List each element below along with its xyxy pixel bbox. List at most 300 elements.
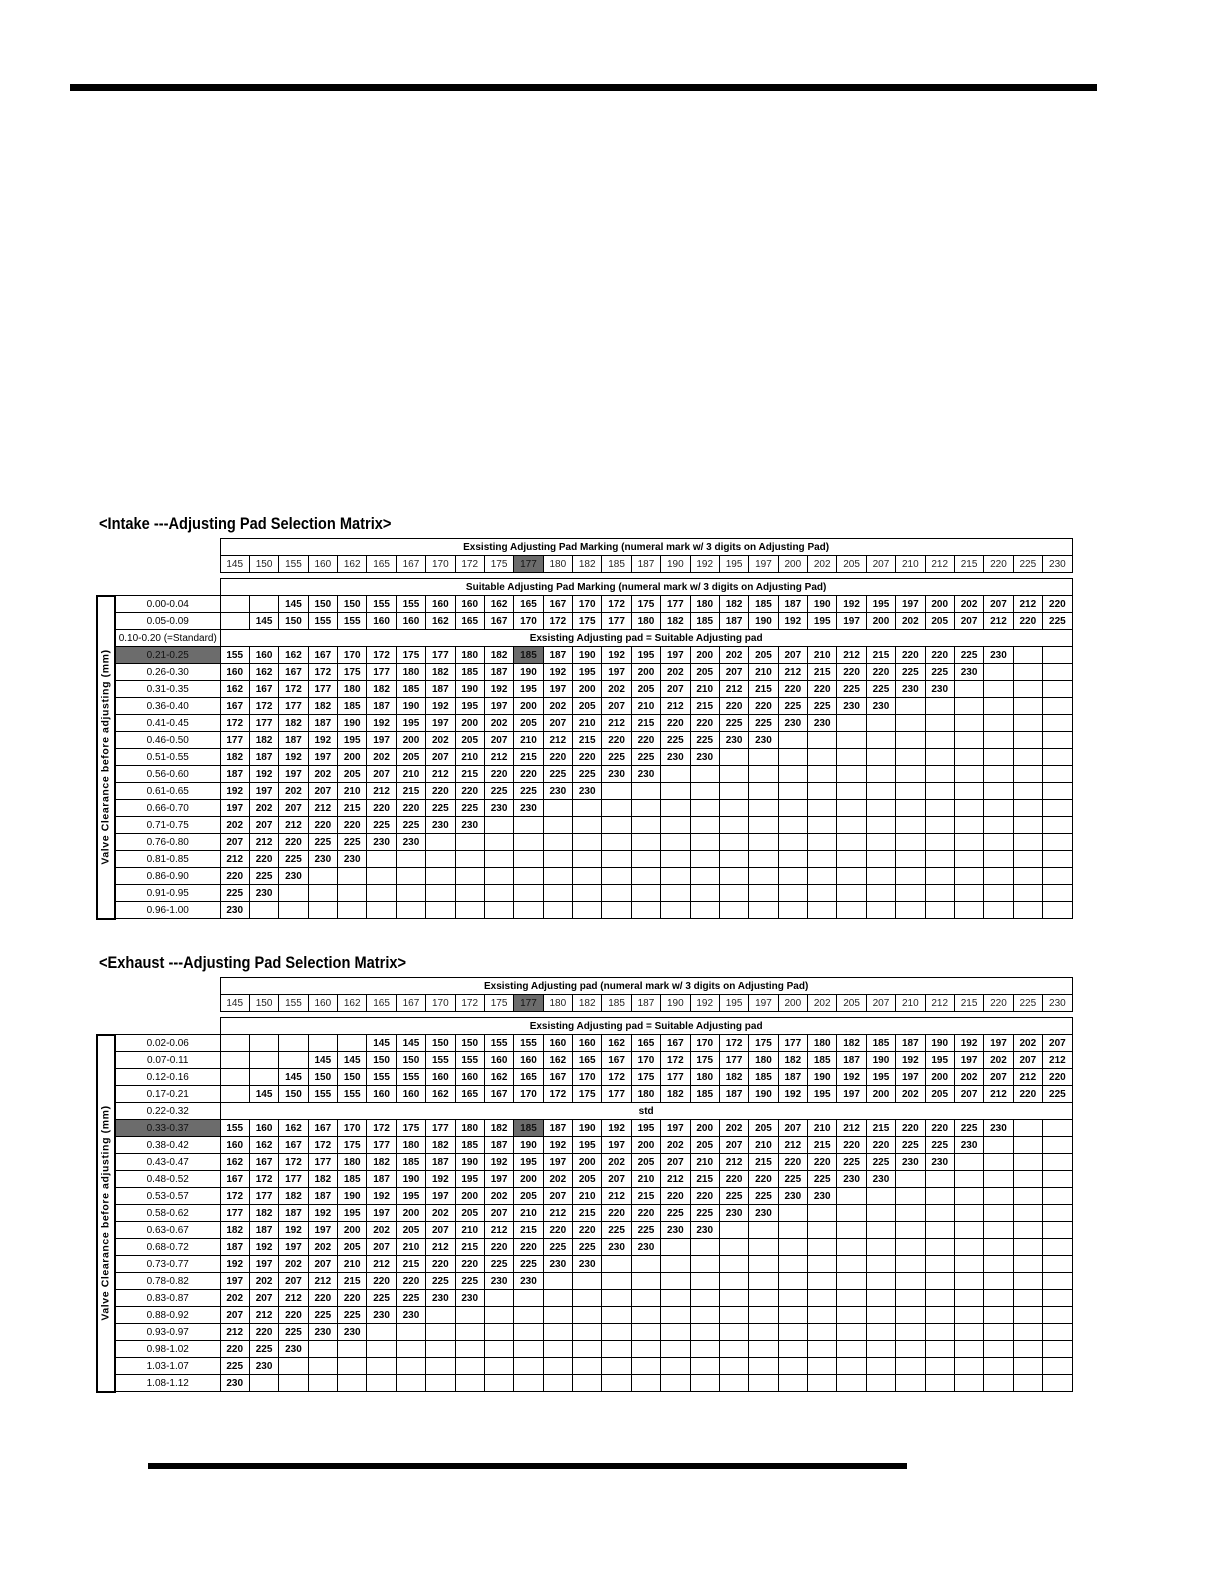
row-label: 0.86-0.90: [115, 868, 220, 885]
table-cell: 197: [837, 613, 866, 630]
table-cell: 170: [573, 1069, 602, 1086]
table-cell: 195: [631, 1120, 660, 1137]
table-row: [97, 749, 1072, 766]
table-cell: [954, 1154, 983, 1171]
row-label: 0.31-0.35: [115, 681, 220, 698]
table-cell: 197: [279, 1239, 308, 1256]
table-cell: 220: [866, 664, 895, 681]
row-label: 0.96-1.00: [115, 902, 220, 919]
table-cell: [808, 834, 837, 851]
table-row: [97, 1324, 1072, 1341]
table-cell: [543, 834, 572, 851]
table-cell: [837, 783, 866, 800]
table-cell: 172: [543, 613, 572, 630]
table-cell: 165: [514, 1069, 543, 1086]
table-cell: [1043, 749, 1073, 766]
table-cell: [896, 1273, 925, 1290]
table-cell: 150: [455, 1035, 484, 1052]
table-cell: [719, 1358, 748, 1375]
existing-pad-cell: 165: [367, 556, 396, 573]
table-cell: [1043, 1120, 1073, 1137]
table-cell: [661, 1256, 690, 1273]
existing-pad-cell: 185: [602, 556, 631, 573]
table-cell: 160: [396, 613, 425, 630]
table-cell: 220: [279, 1307, 308, 1324]
table-cell: 207: [426, 749, 455, 766]
table-cell: [749, 1256, 778, 1273]
table-cell: [690, 1273, 719, 1290]
table-cell: [808, 851, 837, 868]
table-cell: [808, 1222, 837, 1239]
table-cell: [866, 902, 895, 919]
table-cell: 155: [220, 647, 249, 664]
table-cell: 177: [249, 1188, 278, 1205]
table-cell: [808, 749, 837, 766]
row-label: 0.61-0.65: [115, 783, 220, 800]
side-axis-label: [97, 596, 115, 919]
table-cell: [1043, 698, 1073, 715]
table-cell: [543, 1324, 572, 1341]
table-cell: [338, 1035, 367, 1052]
table-cell: [778, 1205, 807, 1222]
table-cell: [602, 885, 631, 902]
existing-pad-cell: 150: [249, 995, 278, 1012]
table-cell: 220: [426, 1256, 455, 1273]
table-cell: [866, 715, 895, 732]
table-cell: [338, 1358, 367, 1375]
row-label: 0.02-0.06: [115, 1035, 220, 1052]
table-cell: 150: [426, 1035, 455, 1052]
table-cell: 220: [573, 749, 602, 766]
table-cell: [455, 885, 484, 902]
table-cell: 200: [866, 1086, 895, 1103]
table-cell: [808, 1341, 837, 1358]
table-cell: [925, 902, 954, 919]
table-cell: [690, 800, 719, 817]
table-cell: [778, 834, 807, 851]
existing-pad-cell: 182: [573, 995, 602, 1012]
table-cell: 220: [1013, 1086, 1042, 1103]
table-cell: 162: [220, 681, 249, 698]
table-cell: 177: [602, 1086, 631, 1103]
table-cell: 190: [396, 1171, 425, 1188]
table-cell: [984, 1188, 1013, 1205]
table-cell: [1013, 885, 1042, 902]
table-cell: [984, 749, 1013, 766]
table-cell: 202: [484, 1188, 513, 1205]
table-cell: 160: [426, 1069, 455, 1086]
table-cell: 170: [690, 1035, 719, 1052]
table-cell: 170: [338, 1120, 367, 1137]
table-cell: 162: [279, 1120, 308, 1137]
table-cell: [631, 1290, 660, 1307]
table-cell: 205: [631, 681, 660, 698]
table-cell: [954, 1341, 983, 1358]
table-cell: [896, 1375, 925, 1392]
table-cell: [543, 1358, 572, 1375]
table-cell: 180: [690, 596, 719, 613]
table-cell: 230: [808, 715, 837, 732]
table-cell: [690, 1239, 719, 1256]
table-cell: [954, 698, 983, 715]
table-cell: [778, 766, 807, 783]
existing-pad-header: Exsisting Adjusting pad (numeral mark w/ 3 digits on Adjusting Pad): [220, 978, 1072, 995]
table-cell: 212: [1013, 596, 1042, 613]
table-cell: 172: [279, 1154, 308, 1171]
existing-pad-cell: 160: [308, 995, 337, 1012]
table-cell: 230: [484, 800, 513, 817]
table-cell: [690, 783, 719, 800]
row-label: 0.00-0.04: [115, 596, 220, 613]
table-cell: [837, 1358, 866, 1375]
table-cell: [1013, 698, 1042, 715]
table-cell: [543, 1375, 572, 1392]
table-cell: [1013, 1120, 1042, 1137]
table-cell: [896, 834, 925, 851]
table-cell: 202: [954, 596, 983, 613]
table-cell: 197: [484, 1171, 513, 1188]
table-cell: 175: [749, 1035, 778, 1052]
existing-pad-cell: 172: [455, 556, 484, 573]
table-cell: 160: [249, 647, 278, 664]
table-cell: 230: [896, 1154, 925, 1171]
table-row: [97, 868, 1072, 885]
table-cell: [808, 1375, 837, 1392]
table-cell: [954, 885, 983, 902]
table-cell: [1043, 1137, 1073, 1154]
table-cell: 212: [661, 698, 690, 715]
table-cell: [573, 1324, 602, 1341]
table-cell: 202: [279, 1256, 308, 1273]
table-cell: [954, 1239, 983, 1256]
table-cell: 205: [396, 1222, 425, 1239]
table-cell: [1013, 1375, 1042, 1392]
table-cell: 192: [837, 1069, 866, 1086]
table-cell: 210: [338, 1256, 367, 1273]
table-cell: 175: [631, 1069, 660, 1086]
table-cell: [954, 681, 983, 698]
table-cell: [690, 851, 719, 868]
table-cell: [249, 1375, 278, 1392]
table-cell: [1043, 1188, 1073, 1205]
row-label: 0.41-0.45: [115, 715, 220, 732]
table-cell: [954, 1324, 983, 1341]
table-cell: [396, 868, 425, 885]
table-cell: [719, 868, 748, 885]
table-cell: 220: [896, 1120, 925, 1137]
table-cell: 170: [514, 613, 543, 630]
table-cell: 160: [367, 1086, 396, 1103]
table-cell: 200: [690, 1120, 719, 1137]
standard-row: [97, 1103, 1072, 1120]
table-cell: 225: [484, 1256, 513, 1273]
table-cell: [543, 902, 572, 919]
table-cell: [778, 800, 807, 817]
table-cell: 225: [661, 1205, 690, 1222]
row-label: 0.71-0.75: [115, 817, 220, 834]
table-cell: [1043, 1273, 1073, 1290]
table-cell: 230: [279, 868, 308, 885]
table-cell: 165: [573, 1052, 602, 1069]
table-cell: 230: [455, 817, 484, 834]
table-cell: 207: [367, 766, 396, 783]
row-label: 0.46-0.50: [115, 732, 220, 749]
table-cell: [661, 817, 690, 834]
table-cell: [573, 851, 602, 868]
table-row: [97, 766, 1072, 783]
bottom-rule: [148, 1463, 907, 1469]
table-cell: [308, 1375, 337, 1392]
table-cell: 162: [484, 1069, 513, 1086]
table-row: [97, 1290, 1072, 1307]
table-cell: 230: [690, 1222, 719, 1239]
table-cell: 207: [367, 1239, 396, 1256]
table-cell: [808, 1290, 837, 1307]
table-cell: 160: [455, 596, 484, 613]
table-cell: 180: [690, 1069, 719, 1086]
table-cell: [837, 902, 866, 919]
table-cell: 200: [338, 749, 367, 766]
table-cell: 190: [514, 664, 543, 681]
table-cell: [1013, 1154, 1042, 1171]
row-label: 0.93-0.97: [115, 1324, 220, 1341]
table-cell: 185: [808, 1052, 837, 1069]
table-cell: [308, 868, 337, 885]
existing-pad-cell: 180: [543, 556, 572, 573]
table-cell: 212: [220, 851, 249, 868]
table-cell: 202: [602, 681, 631, 698]
table-cell: 220: [367, 800, 396, 817]
table-cell: [661, 885, 690, 902]
table-cell: [778, 1324, 807, 1341]
table-cell: 192: [837, 596, 866, 613]
table-cell: 200: [573, 1154, 602, 1171]
table-cell: [866, 868, 895, 885]
table-cell: 155: [367, 1069, 396, 1086]
table-cell: 195: [866, 1069, 895, 1086]
table-cell: 225: [455, 1273, 484, 1290]
table-cell: 225: [896, 664, 925, 681]
table-cell: 177: [220, 1205, 249, 1222]
table-cell: 230: [396, 1307, 425, 1324]
existing-pad-cell: 230: [1043, 556, 1073, 573]
table-cell: [749, 800, 778, 817]
table-cell: [1013, 1358, 1042, 1375]
table-cell: [631, 851, 660, 868]
table-cell: 215: [455, 766, 484, 783]
table-cell: [984, 664, 1013, 681]
table-cell: 215: [573, 1205, 602, 1222]
existing-pad-cell: 212: [925, 556, 954, 573]
table-cell: [1043, 647, 1073, 664]
table-cell: 212: [1013, 1069, 1042, 1086]
table-cell: [954, 1290, 983, 1307]
table-cell: 230: [661, 749, 690, 766]
table-cell: 190: [514, 1137, 543, 1154]
table-cell: 220: [925, 647, 954, 664]
table-cell: 205: [749, 1120, 778, 1137]
table-cell: [367, 1358, 396, 1375]
table-cell: 202: [719, 1120, 748, 1137]
table-cell: [661, 1358, 690, 1375]
table-cell: 170: [631, 1052, 660, 1069]
table-cell: [778, 1290, 807, 1307]
table-cell: 220: [484, 766, 513, 783]
table-cell: [308, 1358, 337, 1375]
table-cell: 207: [279, 1273, 308, 1290]
table-cell: 190: [338, 715, 367, 732]
table-cell: [749, 1358, 778, 1375]
table-cell: 225: [602, 749, 631, 766]
table-cell: 177: [661, 596, 690, 613]
table-cell: 225: [661, 732, 690, 749]
table-cell: 205: [631, 1154, 660, 1171]
table-cell: 162: [426, 1086, 455, 1103]
table-cell: 230: [573, 1256, 602, 1273]
table-cell: 197: [484, 698, 513, 715]
table-cell: [514, 868, 543, 885]
table-cell: 207: [308, 1256, 337, 1273]
table-cell: 212: [543, 1205, 572, 1222]
table-cell: [925, 783, 954, 800]
table-cell: 202: [1013, 1035, 1042, 1052]
table-cell: 225: [690, 1205, 719, 1222]
table-cell: 212: [778, 664, 807, 681]
table-cell: 177: [279, 698, 308, 715]
table-cell: 195: [514, 681, 543, 698]
table-cell: 182: [661, 613, 690, 630]
table-cell: 215: [514, 1222, 543, 1239]
table-cell: [925, 1290, 954, 1307]
table-cell: 187: [279, 732, 308, 749]
table-cell: [631, 1375, 660, 1392]
table-cell: 200: [514, 1171, 543, 1188]
table-cell: [837, 1375, 866, 1392]
table-cell: [925, 1205, 954, 1222]
table-cell: 202: [249, 1273, 278, 1290]
table-cell: [1043, 885, 1073, 902]
table-cell: [984, 698, 1013, 715]
table-cell: 197: [426, 1188, 455, 1205]
table-cell: [426, 1375, 455, 1392]
table-cell: [484, 868, 513, 885]
table-cell: 185: [866, 1035, 895, 1052]
table-cell: 167: [279, 1137, 308, 1154]
table-cell: 190: [338, 1188, 367, 1205]
table-cell: 202: [661, 664, 690, 681]
table-cell: 230: [631, 766, 660, 783]
table-cell: 180: [749, 1052, 778, 1069]
table-row: [97, 1154, 1072, 1171]
table-cell: 230: [279, 1341, 308, 1358]
table-row: [97, 1137, 1072, 1154]
table-cell: 225: [308, 1307, 337, 1324]
table-cell: 205: [514, 715, 543, 732]
table-cell: 167: [484, 613, 513, 630]
table-cell: [338, 885, 367, 902]
table-cell: 230: [778, 715, 807, 732]
table-cell: [661, 1290, 690, 1307]
table-cell: 160: [367, 613, 396, 630]
table-cell: [837, 766, 866, 783]
table-cell: 167: [661, 1035, 690, 1052]
table-cell: [602, 851, 631, 868]
table-cell: 230: [837, 698, 866, 715]
table-cell: 190: [455, 681, 484, 698]
existing-pad-cell: 192: [690, 995, 719, 1012]
table-cell: [778, 1256, 807, 1273]
table-cell: [925, 1307, 954, 1324]
table-row: [97, 1035, 1072, 1052]
table-cell: 192: [484, 681, 513, 698]
table-cell: [1043, 1256, 1073, 1273]
table-cell: 180: [455, 1120, 484, 1137]
table-cell: 187: [484, 1137, 513, 1154]
table-cell: 145: [308, 1052, 337, 1069]
table-cell: 187: [367, 1171, 396, 1188]
table-cell: 150: [367, 1052, 396, 1069]
table-cell: [573, 817, 602, 834]
table-cell: 225: [514, 783, 543, 800]
table-cell: 207: [249, 817, 278, 834]
table-cell: 185: [514, 647, 543, 664]
table-cell: 212: [837, 647, 866, 664]
table-cell: [778, 1239, 807, 1256]
table-cell: [808, 1358, 837, 1375]
table-cell: 177: [426, 647, 455, 664]
table-cell: 197: [661, 647, 690, 664]
table-cell: [1013, 800, 1042, 817]
table-cell: 187: [543, 647, 572, 664]
table-cell: [1043, 851, 1073, 868]
table-cell: 202: [367, 749, 396, 766]
table-cell: [749, 766, 778, 783]
table-cell: 220: [866, 1137, 895, 1154]
table-cell: [308, 1341, 337, 1358]
table-cell: [808, 1273, 837, 1290]
table-cell: [249, 1069, 278, 1086]
table-cell: 197: [896, 596, 925, 613]
table-cell: [925, 800, 954, 817]
table-cell: [808, 868, 837, 885]
table-cell: 187: [308, 1188, 337, 1205]
table-cell: 162: [484, 596, 513, 613]
table-cell: [573, 800, 602, 817]
table-cell: [1013, 1273, 1042, 1290]
table-cell: [279, 1375, 308, 1392]
table-cell: 225: [426, 800, 455, 817]
table-cell: 230: [426, 817, 455, 834]
table-cell: 155: [367, 596, 396, 613]
table-cell: [1013, 749, 1042, 766]
table-cell: 160: [484, 1052, 513, 1069]
table-cell: [631, 834, 660, 851]
table-cell: [367, 1341, 396, 1358]
table-cell: 220: [514, 766, 543, 783]
table-cell: 220: [484, 1239, 513, 1256]
table-cell: 155: [220, 1120, 249, 1137]
table-cell: [837, 817, 866, 834]
table-row: [97, 613, 1072, 630]
table-cell: [778, 732, 807, 749]
table-cell: 205: [514, 1188, 543, 1205]
table-cell: [484, 1324, 513, 1341]
row-label: 0.12-0.16: [115, 1069, 220, 1086]
table-cell: 192: [543, 1137, 572, 1154]
table-cell: 225: [778, 1171, 807, 1188]
table-cell: [1013, 1307, 1042, 1324]
table-cell: 155: [338, 1086, 367, 1103]
